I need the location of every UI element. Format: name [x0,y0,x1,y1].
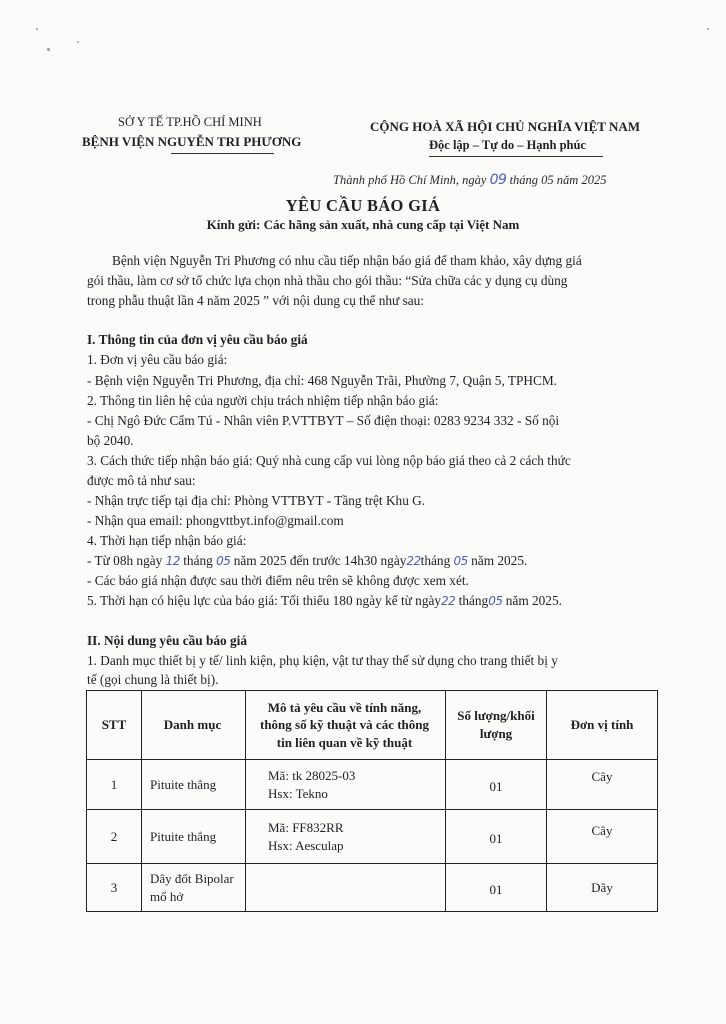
handwritten-day: 22 [441,594,456,608]
hospital-name: BỆNH VIỆN NGUYỄN TRI PHƯƠNG [82,134,302,149]
validity-text: năm 2025. [505,593,562,608]
cell-stt: 1 [87,760,142,810]
col-header-qty [446,691,547,760]
cell-unit: Cây [547,760,658,810]
table-row [87,864,658,912]
cell-name: Pituite thẳng [142,810,246,864]
motto-underline [429,156,603,157]
scan-speck [47,48,50,51]
cell-qty: 01 [446,810,547,864]
cell-unit: Cây [547,810,658,864]
table-row [87,810,658,864]
national-motto: Độc lập – Tự do – Hạnh phúc [429,138,586,152]
handwritten-day: 22 [406,554,421,568]
document-date [333,172,606,188]
item-code: Mã: tk 28025-03 [268,767,356,783]
validity-text: 5. Thời hạn có hiệu lực của báo giá: Tối thiểu 180 ngày kể từ ngày [87,593,442,608]
scan-speck [36,28,38,30]
recipient-line: Kính gửi: Các hãng sản xuất, nhà cung cấp tại Việt Nam [206,217,520,232]
intro-line: trong phẫu thuật lần 4 năm 2025 ” với nội dung cụ thể như sau: [87,293,424,308]
handwritten-month: 05 [453,554,468,568]
handwritten-day: 12 [165,554,180,568]
section-1-line: - Bệnh viện Nguyễn Tri Phương, địa chỉ: 468 Nguyễn Trãi, Phường 7, Quận 5, TPHCM. [87,373,558,388]
item-maker: Hsx: Aesculap [268,837,344,853]
deadline-text: năm 2025. [471,553,528,568]
section-2-line: tế (gọi chung là thiết bị). [87,672,219,687]
col-header-qty-line: Số lượng/khối [457,708,535,724]
cell-desc [246,810,446,864]
cell-unit: Dây [547,864,658,912]
col-header-desc [246,691,446,760]
cell-stt: 2 [87,810,142,864]
col-header-stt: STT [87,691,142,760]
deadline-text: - Từ 08h ngày [87,553,163,568]
section-1-line: 2. Thông tin liên hệ của người chịu trách nhiệm tiếp nhận báo giá: [87,393,439,408]
validity-text: tháng [458,593,489,608]
section-1-line: 1. Đơn vị yêu cầu báo giá: [87,352,228,367]
col-header-desc-line: thông số kỹ thuật và các thông [259,717,430,733]
item-name-line: mổ hở [150,888,184,904]
item-name-line: Dây đốt Bipolar [150,870,234,886]
contact-email-line: - Nhận qua email: phongvttbyt.info@gmail.com [87,513,344,528]
section-1-line: - Các báo giá nhận được sau thời điểm nêu trên sẽ không được xem xét. [87,573,469,588]
section-1-line: được mô tả như sau: [87,473,196,488]
hospital-underline [171,153,274,154]
col-header-desc-line: Mô tả yêu cầu về tính năng, [267,699,422,715]
nation-name: CỘNG HOÀ XÃ HỘI CHỦ NGHĨA VIỆT NAM [370,119,641,134]
deadline-text: năm 2025 đến trước 14h30 ngày [233,553,407,568]
col-header-unit: Đơn vị tính [547,691,658,760]
handwritten-month: 05 [488,594,503,608]
section-1-line: 3. Cách thức tiếp nhận báo giá: Quý nhà cung cấp vui lòng nộp báo giá theo cả 2 cách thức [87,453,571,468]
item-code: Mã: FF832RR [268,819,344,835]
col-header-qty-line: lượng [479,726,513,741]
cell-name: Pituite thẳng [142,760,246,810]
section-1-heading: I. Thông tin của đơn vị yêu cầu báo giá [87,332,308,347]
cell-stt: 3 [87,864,142,912]
intro-line: Bệnh viện Nguyễn Tri Phương có nhu cầu tiếp nhận báo giá để tham khảo, xây dựng giá [112,253,582,268]
issuing-authority: SỞ Y TẾ TP.HỒ CHÍ MINH [118,115,262,129]
deadline-text: tháng [420,553,451,568]
handwritten-month: 05 [216,554,231,568]
table-row [87,760,658,810]
cell-desc [246,864,446,912]
table-header-row [87,691,658,760]
deadline-text: tháng [183,553,213,568]
section-1-line: - Nhận trực tiếp tại địa chỉ: Phòng VTTBYT - Tầng trệt Khu G. [87,493,426,508]
intro-line: gói thầu, làm cơ sở tổ chức lựa chọn nhà thầu cho gói thầu: “Sửa chữa các y dụng cụ dùng [87,273,568,288]
section-2-line: 1. Danh mục thiết bị y tế/ linh kiện, phụ kiện, vật tư thay thế sử dụng cho trang thiết bị y [87,653,558,668]
quotation-table [86,690,658,912]
scan-speck [77,41,79,43]
col-header-desc-line: tin liên quan về kỹ thuật [276,734,413,750]
cell-name [142,864,246,912]
section-1-line: 4. Thời hạn tiếp nhận báo giá: [87,533,247,548]
section-1-line: - Chị Ngô Đức Cẩm Tú - Nhân viên P.VTTBYT – Số điện thoại: 0283 9234 332 - Số nội [87,413,560,428]
validity-line [87,593,562,609]
item-maker: Hsx: Tekno [268,785,328,801]
cell-qty: 01 [446,760,547,810]
scan-speck [707,28,709,30]
date-prefix: Thành phố Hồ Chí Minh, ngày [333,173,487,187]
date-month-year: tháng 05 năm 2025 [509,173,607,187]
col-header-name: Danh mục [142,691,246,760]
section-2-heading: II. Nội dung yêu cầu báo giá [87,633,247,648]
section-1-line: bộ 2040. [87,433,134,448]
cell-desc [246,760,446,810]
document-title: YÊU CẦU BÁO GIÁ [285,196,441,215]
deadline-line [87,553,527,569]
cell-qty: 01 [446,864,547,912]
date-day-handwritten: 09 [489,172,507,188]
